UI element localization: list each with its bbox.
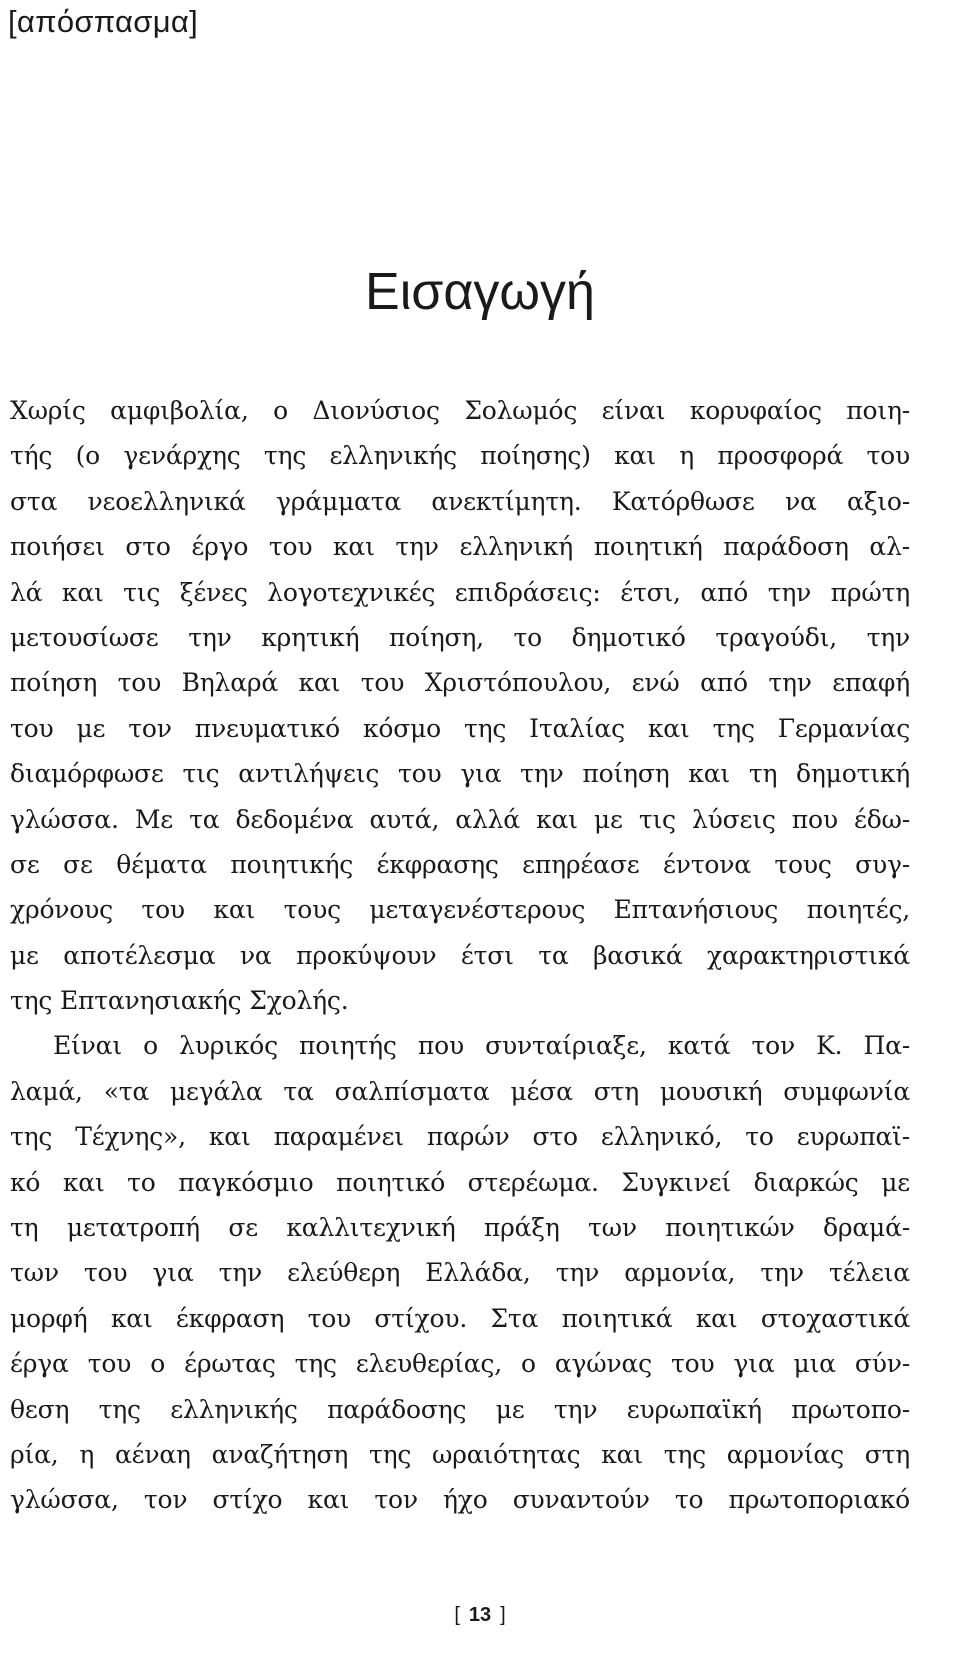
text-line: γλώσσα, τον στίχο και τον ήχο συναντούν το πρωτοποριακό [10,1485,910,1515]
text-line: μετουσίωσε την κρητική ποίηση, το δημοτικό τραγούδι, την [10,622,910,652]
text-line: λά και τις ξένες λογοτεχνικές επιδράσεις: έτσι, από την πρώτη [10,577,910,607]
text-line: χρόνους του και τους μεταγενέστερους Επτανήσιους ποιητές, [10,895,910,925]
text-line: έργα του ο έρωτας της ελευθερίας, ο αγώνας του για μια σύν- [10,1349,910,1379]
text-line: ποιήσει στο έργο του και την ελληνική ποιητική παράδοση αλ- [10,532,910,562]
page-number-bracket-close: ] [500,1604,506,1626]
text-line: ρία, η αέναη αναζήτηση της ωραιότητας και της αρμονίας στη [10,1439,910,1469]
text-line: λαμά, «τα μεγάλα τα σαλπίσματα μέσα στη μουσική συμφωνία [10,1076,910,1106]
text-line: Χωρίς αμφιβολία, ο Διονύσιος Σολωμός είναι κορυφαίος ποιη- [10,396,910,425]
chapter-title: Εισαγωγή [365,263,595,321]
excerpt-tag: [απόσπασμα] [8,4,198,39]
text-line: των του για την ελεύθερη Ελλάδα, την αρμονία, την τέλεια [10,1258,910,1288]
text-line: της Τέχνης», και παραμένει παρών στο ελληνικό, το ευρωπαϊ- [10,1122,910,1152]
text-line: στα νεοελληνικά γράμματα ανεκτίμητη. Κατόρθωσε να αξιο- [10,486,910,516]
text-line: διαμόρφωσε τις αντιλήψεις του για την ποίηση και τη δημοτική [10,759,910,789]
page-number-value: 13 [468,1604,492,1626]
text-line: θεση της ελληνικής παράδοσης με την ευρωπαϊκή πρωτοπο- [10,1394,910,1424]
page-number [0,1604,960,1627]
text-line: τη μετατροπή σε καλλιτεχνική πράξη των ποιητικών δραμά- [10,1213,910,1243]
body-text [10,388,910,1523]
text-line: κό και το παγκόσμιο ποιητικό στερέωμα. Συγκινεί διαρκώς με [10,1167,910,1197]
text-line: σε σε θέματα ποιητικής έκφρασης επηρέασε έντονα τους συγ- [10,849,910,879]
text-line: της Επτανησιακής Σχολής. [10,986,349,1016]
text-line: γλώσσα. Με τα δεδομένα αυτά, αλλά και με τις λύσεις που έδω- [10,804,910,834]
text-line: του με τον πνευματικό κόσμο της Ιταλίας και της Γερμανίας [10,713,910,743]
page-number-bracket-open: [ [454,1604,460,1626]
text-line: ποίηση του Βηλαρά και του Χριστόπουλου, ενώ από την επαφή [10,668,910,698]
text-line: μορφή και έκφραση του στίχου. Στα ποιητικά και στοχαστικά [10,1303,910,1333]
text-line: τής (ο γενάρχης της ελληνικής ποίησης) και η προσφορά του [10,441,910,471]
text-line: με αποτέλεσμα να προκύψουν έτσι τα βασικά χαρακτηριστικά [10,940,910,970]
text-line-paragraph-start: Είναι ο λυρικός ποιητής που συνταίριαξε, κατά τον Κ. Πα- [53,1031,910,1061]
